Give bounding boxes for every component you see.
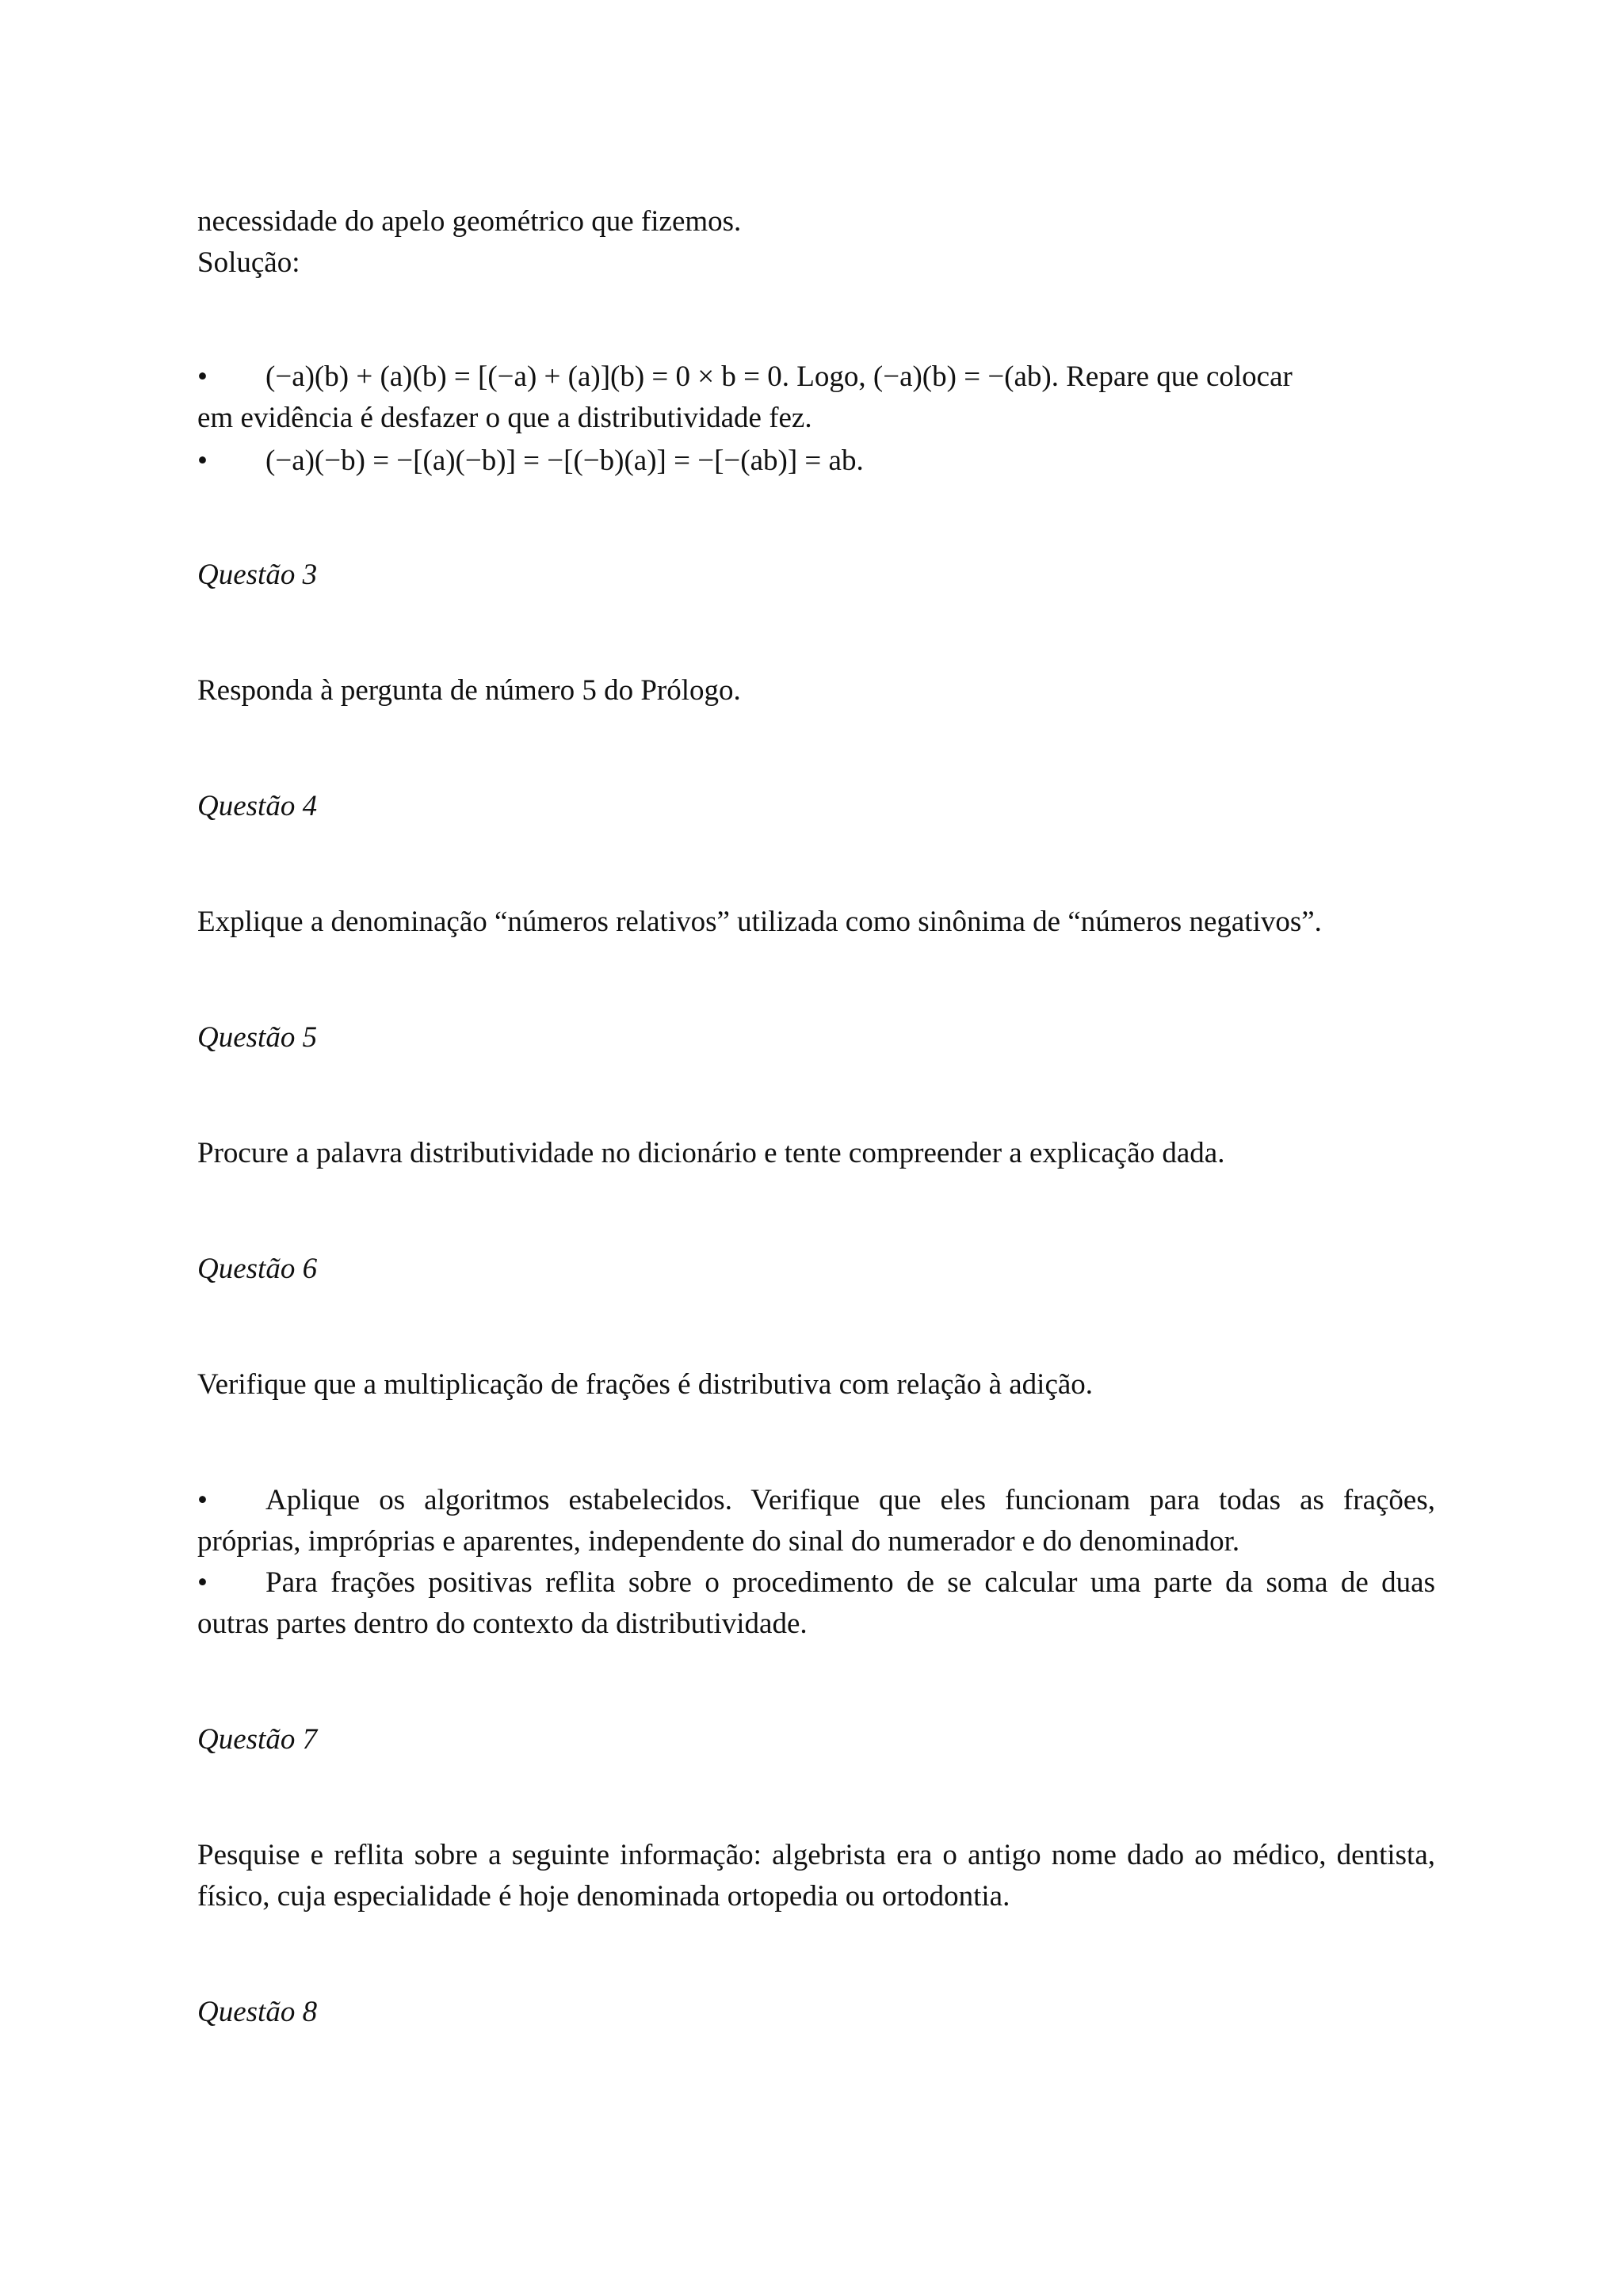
math-expression: (−a)(b) = −(ab).	[873, 360, 1059, 393]
question-text: Responda à pergunta de número 5 do Prólogo.	[197, 674, 741, 707]
text-run: Repare que colocar	[1059, 360, 1293, 393]
question-text: Explique a denominação “números relativos” utilizada como sinônima de “números negativos”.	[197, 906, 1322, 938]
q6-bullet-1	[197, 1480, 1435, 1562]
intro-line: necessidade do apelo geométrico que fizemos.	[197, 205, 742, 238]
math-expression: (−a)(b) + (a)(b) = [(−a) + (a)](b) = 0 × b = 0.	[265, 360, 790, 393]
question-text: Procure a palavra distributividade no dicionário e tente compreender a explicação dada.	[197, 1137, 1225, 1169]
bullet-continuation: próprias, impróprias e aparentes, independente do sinal do numerador e do denominador.	[197, 1525, 1240, 1558]
math-expression: (−a)(−b) = −[(a)(−b)] = −[(−b)(a)] = −[−(ab)] = ab.	[265, 444, 864, 477]
question-heading: Questão 7	[197, 1723, 318, 1756]
solution-label: Solução:	[197, 246, 300, 279]
solution-bullet-1	[197, 357, 1435, 439]
bullet-text: Aplique os algoritmos estabelecidos. Verifique que eles funcionam para todas as frações,	[265, 1484, 1435, 1516]
solution-bullet-2	[197, 441, 1435, 482]
bullet-symbol: •	[197, 444, 208, 477]
question-heading: Questão 8	[197, 1996, 318, 2028]
bullet-continuation: em evidência é desfazer o que a distributividade fez.	[197, 402, 812, 434]
question-text: Pesquise e reflita sobre a seguinte informação: algebrista era o antigo nome dado ao médico, dentista, físico, cuja especialidade é hoje denominada ortopedia ou ortodontia.	[197, 1839, 1435, 1913]
bullet-text: Para frações positivas reflita sobre o procedimento de se calcular uma parte da soma de duas	[265, 1566, 1435, 1599]
question-heading: Questão 3	[197, 559, 318, 591]
bullet-symbol: •	[197, 1484, 208, 1516]
bullet-continuation: outras partes dentro do contexto da distributividade.	[197, 1608, 808, 1640]
bullet-symbol: •	[197, 360, 208, 393]
text-run: Logo,	[789, 360, 873, 393]
q6-bullet-2	[197, 1562, 1435, 1645]
question-heading: Questão 4	[197, 790, 318, 822]
question-heading: Questão 5	[197, 1021, 318, 1054]
bullet-symbol: •	[197, 1566, 208, 1599]
question-heading: Questão 6	[197, 1253, 318, 1285]
question-text: Verifique que a multiplicação de frações é distributiva com relação à adição.	[197, 1368, 1094, 1401]
